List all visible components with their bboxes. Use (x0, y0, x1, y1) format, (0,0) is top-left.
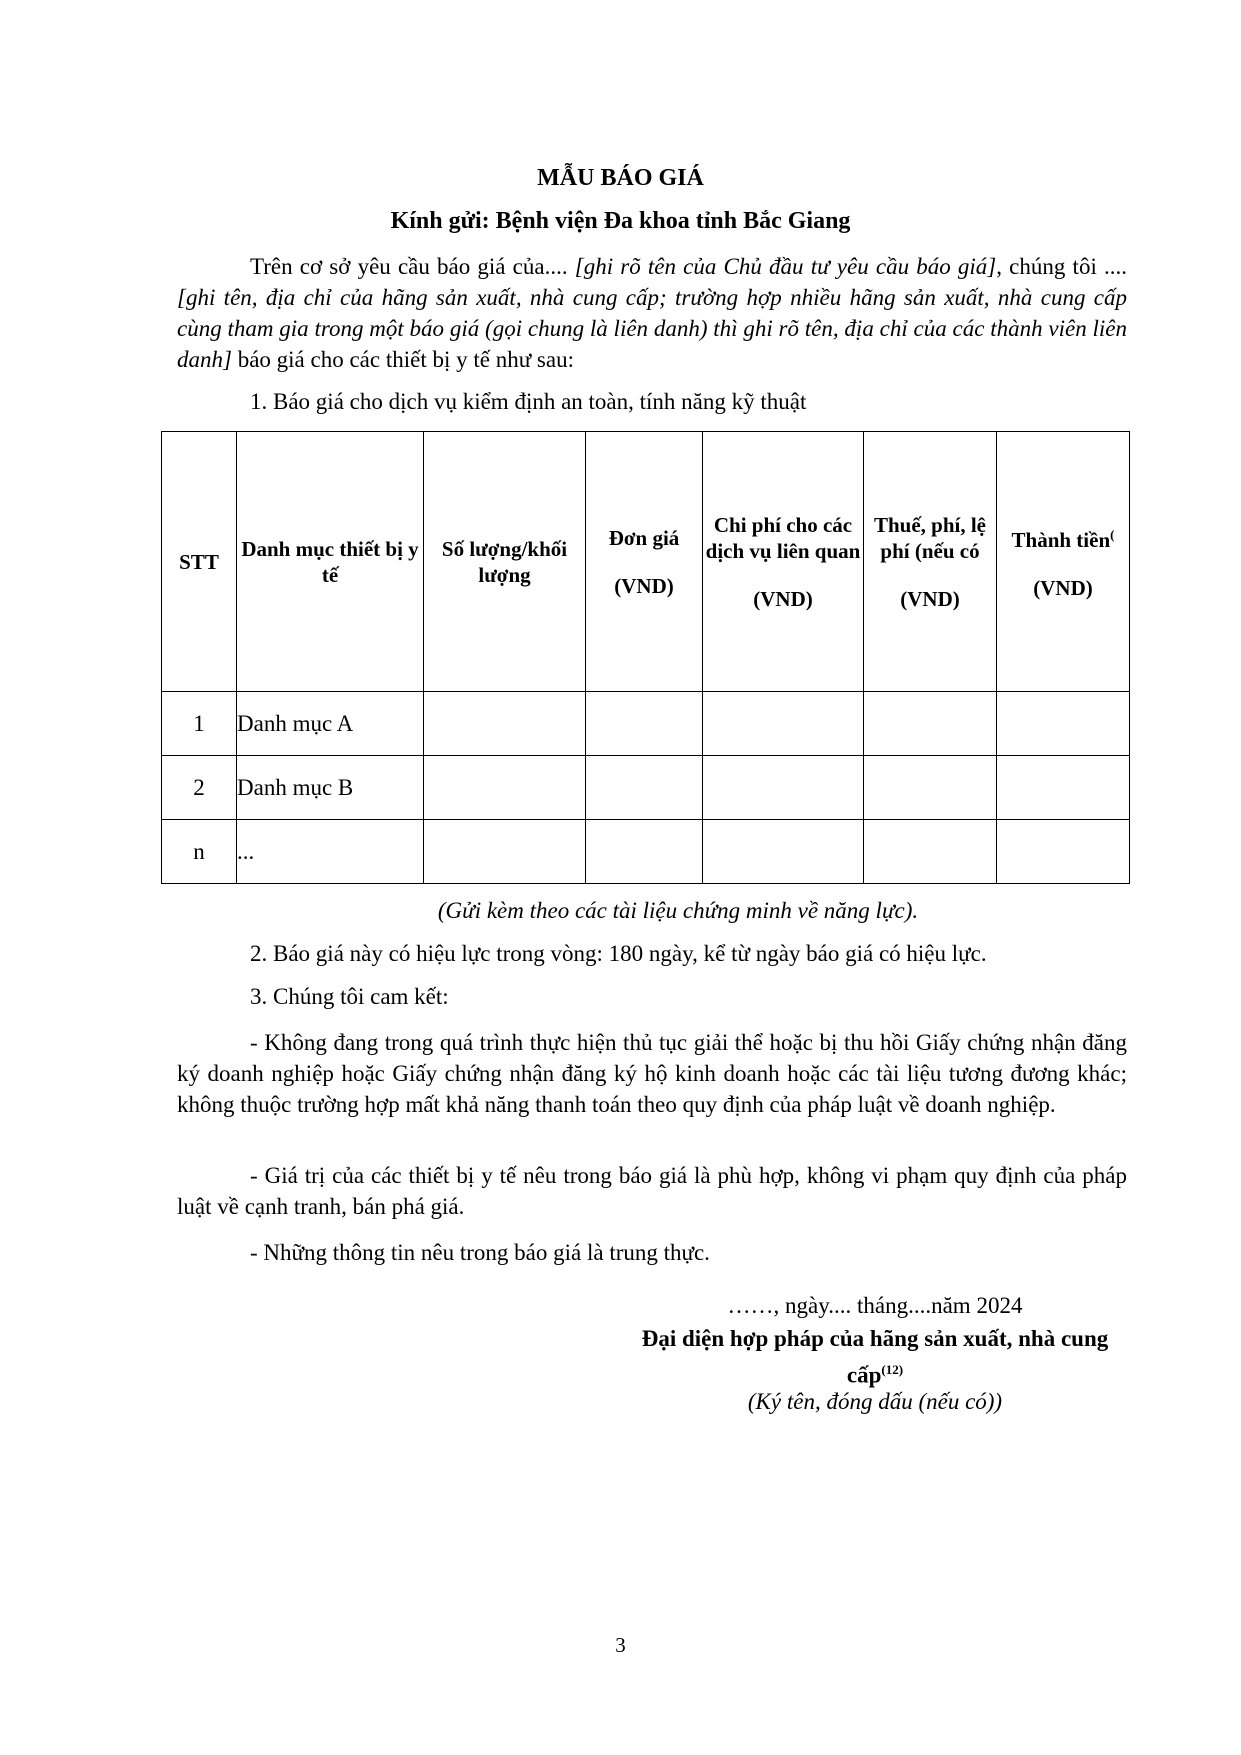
item-2-validity: 2. Báo giá này có hiệu lực trong vòng: 180 ngày, kể từ ngày báo giá có hiệu lực. (250, 941, 987, 966)
header-chi-phi-label: Chi phí cho các dịch vụ liên quan (705, 512, 861, 563)
header-don-gia-label: Đơn giá (608, 525, 680, 550)
header-thue (864, 432, 997, 692)
header-don-gia (586, 432, 703, 692)
row-name: ... (237, 820, 424, 884)
intro-text-3: báo giá cho các thiết bị y tế như sau: (231, 347, 574, 372)
row-cell (424, 820, 586, 884)
row-cell (703, 756, 864, 820)
header-thanh-tien-mark: ( (1110, 527, 1115, 542)
row-cell (997, 692, 1130, 756)
item-3-heading: 3. Chúng tôi cam kết: (250, 984, 449, 1009)
header-chi-phi (703, 432, 864, 692)
row-cell (864, 756, 997, 820)
row-name: Danh mục B (237, 756, 424, 820)
table-row (162, 820, 1130, 884)
row-cell (703, 820, 864, 884)
header-thue-unit: (VND) (900, 586, 960, 611)
intro-placeholder-1: [ghi rõ tên của Chủ đầu tư yêu cầu báo giá] (574, 254, 997, 279)
commitment-2: - Giá trị của các thiết bị y tế nêu trong báo giá là phù hợp, không vi phạm quy định của pháp luật về cạnh tranh, bán phá giá. (177, 1163, 1127, 1219)
header-so-luong: Số lượng/khối lượng (424, 432, 586, 692)
header-chi-phi-unit: (VND) (753, 586, 813, 611)
signature-role (640, 1323, 1110, 1391)
recipient-line: Kính gửi: Bệnh viện Đa khoa tỉnh Bắc Giang (390, 208, 851, 234)
row-name: Danh mục A (237, 692, 424, 756)
commitment-3: - Những thông tin nêu trong báo giá là trung thực. (250, 1240, 710, 1265)
attachment-note: (Gửi kèm theo các tài liệu chứng minh về năng lực). (437, 898, 919, 923)
intro-paragraph (177, 251, 1127, 375)
row-cell (997, 820, 1130, 884)
row-cell (703, 692, 864, 756)
signature-date: ……, ngày.... tháng....năm 2024 (727, 1293, 1023, 1318)
row-cell (586, 692, 703, 756)
row-cell (586, 820, 703, 884)
row-cell (424, 756, 586, 820)
header-thanh-tien-unit: (VND) (1033, 576, 1093, 600)
row-stt: n (162, 820, 237, 884)
row-cell (424, 692, 586, 756)
row-stt: 2 (162, 756, 237, 820)
table-row (162, 756, 1130, 820)
row-cell (864, 820, 997, 884)
intro-text-1: Trên cơ sở yêu cầu báo giá của.... (250, 254, 575, 279)
header-thanh-tien (997, 432, 1130, 692)
intro-text-2: , chúng tôi .... (996, 254, 1127, 279)
header-thanh-tien-label: Thành tiền (1011, 528, 1111, 552)
table-row (162, 692, 1130, 756)
signature-note: (Ký tên, đóng dấu (nếu có)) (747, 1389, 1003, 1414)
header-stt: STT (162, 432, 237, 692)
row-cell (864, 692, 997, 756)
row-stt: 1 (162, 692, 237, 756)
signature-role-footnote: (12) (881, 1362, 904, 1377)
header-don-gia-unit: (VND) (614, 573, 674, 598)
row-cell (586, 756, 703, 820)
signature-role-text: Đại diện hợp pháp của hãng sản xuất, nhà cung cấp (641, 1326, 1109, 1388)
header-danh-muc: Danh mục thiết bị y tế (237, 432, 424, 692)
document-title: MẪU BÁO GIÁ (537, 165, 704, 191)
row-cell (997, 756, 1130, 820)
commitment-1: - Không đang trong quá trình thực hiện thủ tục giải thể hoặc bị thu hồi Giấy chứng nhận đăng ký doanh nghiệp hoặc Giấy chứng nhận đăng ký hộ kinh doanh hoặc các tài liệu tương đương khác; không thuộc trường hợp mất khả năng thanh toán theo quy định của pháp luật về doanh nghiệp. (177, 1030, 1127, 1117)
header-thue-label: Thuế, phí, lệ phí (nếu có (873, 512, 987, 563)
quote-table (161, 431, 1130, 884)
item-1-heading: 1. Báo giá cho dịch vụ kiểm định an toàn, tính năng kỹ thuật (250, 389, 807, 414)
table-header-row (162, 432, 1130, 692)
page-number: 3 (615, 1633, 626, 1657)
intro-placeholder-2: [ghi tên, địa chỉ của hãng sản xuất, nhà cung cấp; trường hợp nhiều hãng sản xuất, nhà cung cấp cùng tham gia trong một báo giá (gọi chung là liên danh) thì ghi rõ tên, địa chỉ của các thành viên liên danh] (177, 285, 1127, 372)
